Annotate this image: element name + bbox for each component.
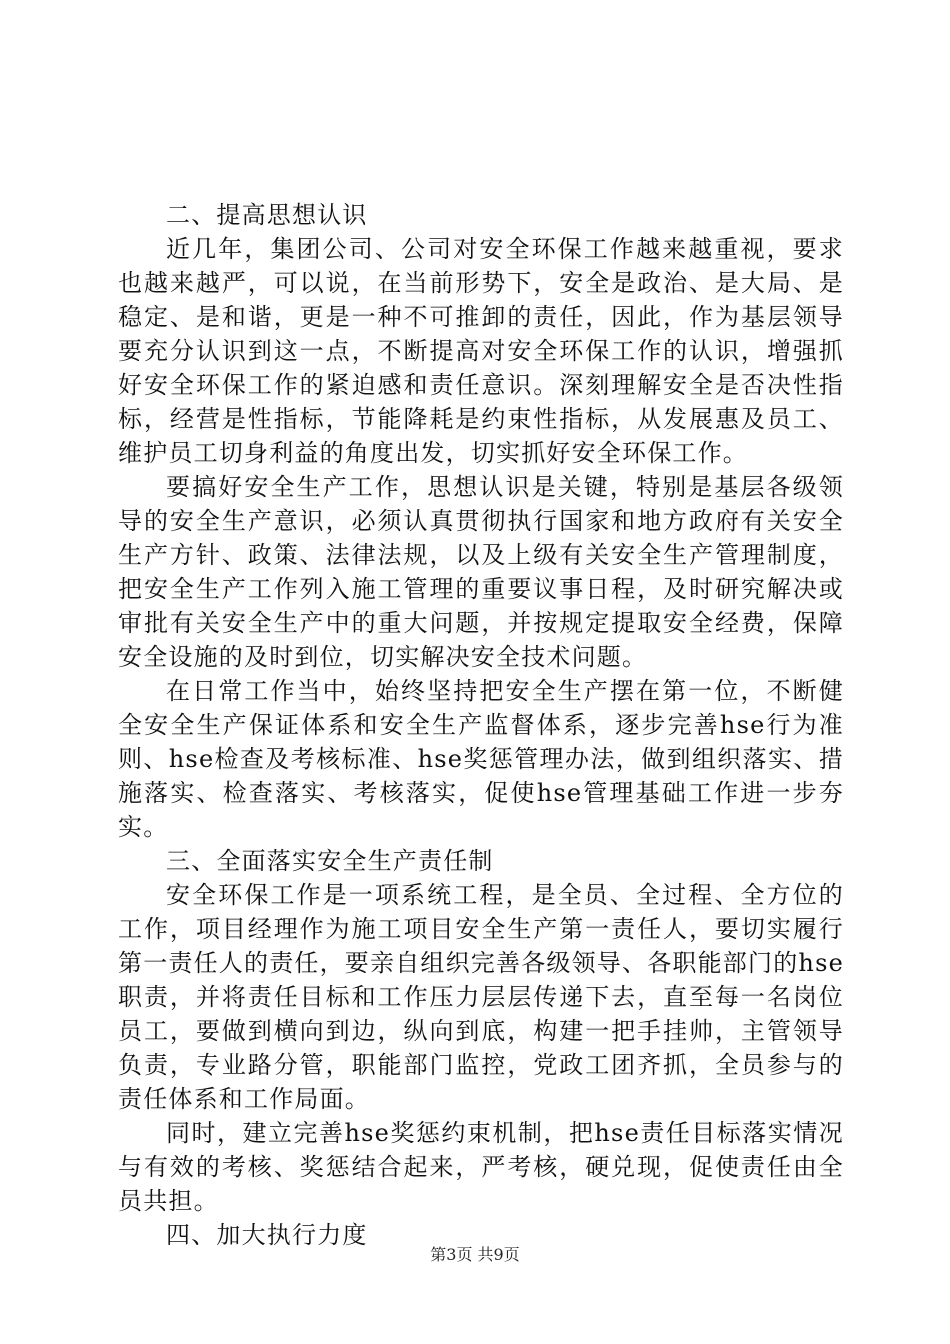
section-heading: 二、提高思想认识 (166, 201, 368, 229)
page-number-footer: 第3页 共9页 (430, 1245, 520, 1264)
paragraph: 要搞好安全生产工作，思想认识是关键，特别是基层各级领导的安全生产意识，必须认真贯彻执行国家和地方政府有关安全生产方针、政策、法律法规，以及上级有关安全生产管理制度，把安全生产工作列入施工管理的重要议事日程，及时研究解决或审批有关安全生产中的重大问题，并按规定提取安全经费，保障安全设施的及时到位，切实解决安全技术问题。 (118, 473, 844, 671)
paragraph: 安全环保工作是一项系统工程，是全员、全过程、全方位的工作，项目经理作为施工项目安全生产第一责任人，要切实履行第一责任人的责任，要亲自组织完善各级领导、各职能部门的hse职责，并将责任目标和工作压力层层传递下去，直至每一名岗位员工，要做到横向到边，纵向到底，构建一把手挂帅，主管领导负责，专业路分管，职能部门监控，党政工团齐抓，全员参与的责任体系和工作局面。 (118, 881, 844, 1113)
document-body (118, 198, 844, 1252)
paragraph: 同时，建立完善hse奖惩约束机制，把hse责任目标落实情况与有效的考核、奖惩结合起来，严考核，硬兑现，促使责任由全员共担。 (118, 1119, 844, 1215)
section-heading: 四、加大执行力度 (166, 1221, 368, 1249)
paragraph: 近几年，集团公司、公司对安全环保工作越来越重视，要求也越来越严，可以说，在当前形势下，安全是政治、是大局、是稳定、是和谐，更是一种不可推卸的责任，因此，作为基层领导要充分认识到这一点，不断提高对安全环保工作的认识，增强抓好安全环保工作的紧迫感和责任意识。深刻理解安全是否决性指标，经营是性指标，节能降耗是约束性指标，从发展惠及员工、维护员工切身利益的角度出发，切实抓好安全环保工作。 (118, 235, 844, 467)
section-heading: 三、全面落实安全生产责任制 (166, 847, 494, 875)
paragraph: 在日常工作当中，始终坚持把安全生产摆在第一位，不断健全安全生产保证体系和安全生产监督体系，逐步完善hse行为准则、hse检查及考核标准、hse奖惩管理办法，做到组织落实、措施落实、检查落实、考核落实，促使hse管理基础工作进一步夯实。 (118, 677, 844, 841)
